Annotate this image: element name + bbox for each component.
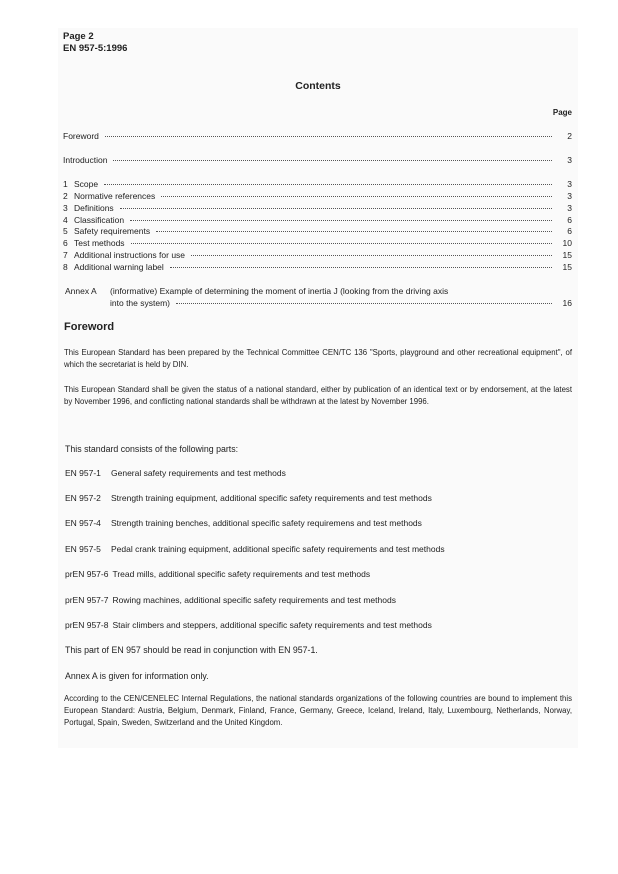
part-item bbox=[65, 569, 370, 579]
part-description: Tread mills, additional specific safety requirements and test methods bbox=[112, 569, 371, 579]
toc-entry-label: Classification bbox=[74, 215, 125, 225]
part-description: Strength training benches, additional specific safety requiremens and test methods bbox=[111, 518, 422, 528]
part-code: prEN 957-7 bbox=[65, 595, 109, 605]
dot-leader bbox=[120, 208, 552, 209]
part-code: EN 957-2 bbox=[65, 493, 101, 503]
dot-leader bbox=[170, 267, 552, 268]
toc-entry-label: Definitions bbox=[74, 203, 114, 213]
part-item bbox=[65, 620, 432, 630]
toc-entry[interactable] bbox=[63, 203, 572, 213]
toc-entry[interactable] bbox=[63, 250, 572, 260]
toc-annex-label[interactable]: Annex A bbox=[65, 286, 97, 296]
contents-page-label: Page bbox=[552, 108, 572, 117]
part-code: prEN 957-6 bbox=[65, 569, 109, 579]
toc-entry[interactable] bbox=[63, 238, 572, 248]
toc-annex-page: 16 bbox=[562, 298, 572, 308]
dot-leader bbox=[161, 196, 552, 197]
part-description: General safety requirements and test methods bbox=[111, 468, 286, 478]
dot-leader bbox=[176, 303, 552, 304]
part-description: Strength training equipment, additional specific safety requirements and test methods bbox=[111, 493, 432, 503]
toc-entry-label: Foreword bbox=[63, 131, 99, 141]
toc-entry-number: 2 bbox=[63, 191, 68, 201]
contents-title: Contents bbox=[295, 80, 341, 92]
dot-leader bbox=[105, 136, 552, 137]
dot-leader bbox=[130, 220, 552, 221]
part-item bbox=[65, 544, 445, 554]
toc-entry-number: 8 bbox=[63, 262, 68, 272]
toc-annex-line2: into the system) bbox=[110, 298, 170, 308]
part-code: EN 957-4 bbox=[65, 518, 101, 528]
annex-info-note: Annex A is given for information only. bbox=[65, 671, 209, 681]
toc-entry[interactable] bbox=[63, 226, 572, 236]
toc-entry-label: Additional instructions for use bbox=[74, 250, 186, 260]
part-description: Rowing machines, additional specific safety requirements and test methods bbox=[112, 595, 396, 605]
dot-leader bbox=[191, 255, 552, 256]
part-item bbox=[65, 518, 422, 528]
toc-entry[interactable] bbox=[63, 155, 572, 165]
toc-entry[interactable] bbox=[63, 262, 572, 272]
toc-entry-number: 4 bbox=[63, 215, 68, 225]
dot-leader bbox=[156, 231, 552, 232]
toc-entry-page: 15 bbox=[562, 250, 572, 260]
part-item bbox=[65, 493, 432, 503]
toc-entry-label: Scope bbox=[74, 179, 99, 189]
toc-entry-page: 3 bbox=[567, 191, 572, 201]
toc-entry-number: 5 bbox=[63, 226, 68, 236]
part-description: Pedal crank training equipment, additional specific safety requirements and test methods bbox=[111, 544, 445, 554]
toc-entry-page: 2 bbox=[567, 131, 572, 141]
foreword-para-1: This European Standard has been prepared by the Technical Committee CEN/TC 136 "Sports, playground and other recreational equipment", of which the secretariat is held by DIN. bbox=[64, 348, 572, 369]
dot-leader bbox=[104, 184, 552, 185]
dot-leader bbox=[113, 160, 552, 161]
foreword-heading: Foreword bbox=[64, 321, 115, 333]
toc-entry-page: 3 bbox=[567, 203, 572, 213]
part-item bbox=[65, 595, 396, 605]
toc-entry-number: 1 bbox=[63, 179, 68, 189]
dot-leader bbox=[131, 243, 552, 244]
part-description: Stair climbers and steppers, additional specific safety requirements and test methods bbox=[112, 620, 432, 630]
toc-entry-page: 3 bbox=[567, 155, 572, 165]
read-with-note: This part of EN 957 should be read in conjunction with EN 957-1. bbox=[65, 645, 318, 655]
part-code: EN 957-1 bbox=[65, 468, 101, 478]
toc-entry-label: Normative references bbox=[74, 191, 156, 201]
toc-entry-number: 7 bbox=[63, 250, 68, 260]
page-number: Page 2 bbox=[63, 31, 94, 42]
toc-entry-page: 6 bbox=[567, 215, 572, 225]
toc-entry-number: 3 bbox=[63, 203, 68, 213]
part-item bbox=[65, 468, 286, 478]
toc-entry[interactable] bbox=[63, 179, 572, 189]
toc-entry[interactable] bbox=[63, 131, 572, 141]
foreword-para-2: This European Standard shall be given the status of a national standard, either by publication of an identical text or by endorsement, at the latest by November 1996, and conflicting national standards shall be withdrawn at the latest by November 1996. bbox=[64, 385, 572, 406]
toc-entry-label: Additional warning label bbox=[74, 262, 164, 272]
toc-entry-label: Test methods bbox=[74, 238, 125, 248]
toc-entry-page: 6 bbox=[567, 226, 572, 236]
toc-annex-entry[interactable] bbox=[110, 298, 572, 308]
foreword-para-final: According to the CEN/CENELEC Internal Regulations, the national standards organizations of the following countries are bound to implement this European Standard: Austria, Belgium, Denmark, Finland, France, Germany, Greece, Iceland, Ireland, Italy, Luxembourg, Netherlands, Norway, Portugal, Spain, Sweden, Switzerland and the United Kingdom. bbox=[64, 694, 572, 727]
part-code: prEN 957-8 bbox=[65, 620, 109, 630]
toc-entry-number: 6 bbox=[63, 238, 68, 248]
toc-entry-label: Introduction bbox=[63, 155, 108, 165]
parts-intro: This standard consists of the following parts: bbox=[65, 444, 239, 454]
toc-entry[interactable] bbox=[63, 215, 572, 225]
toc-entry-label: Safety requirements bbox=[74, 226, 151, 236]
part-code: EN 957-5 bbox=[65, 544, 101, 554]
standard-id: EN 957-5:1996 bbox=[63, 43, 128, 54]
toc-entry[interactable] bbox=[63, 191, 572, 201]
toc-entry-page: 15 bbox=[562, 262, 572, 272]
toc-entry-page: 10 bbox=[562, 238, 572, 248]
toc-annex-line1[interactable]: (informative) Example of determining the moment of inertia J (looking from the driving axis bbox=[110, 286, 449, 296]
toc-entry-page: 3 bbox=[567, 179, 572, 189]
